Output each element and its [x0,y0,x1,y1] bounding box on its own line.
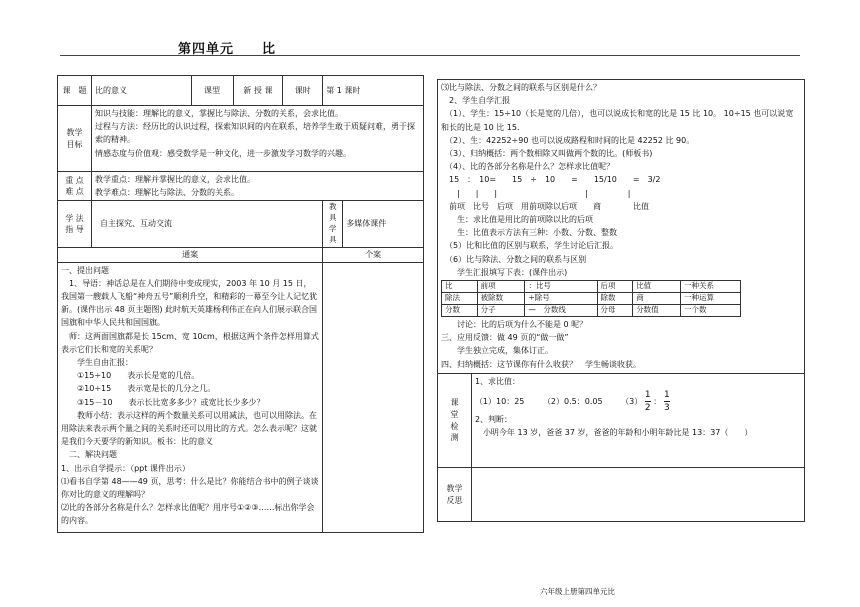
table-cell: 一种关系 [680,281,740,293]
body-line: 四、归纳概括：这节课你有什么收获？ 学生畅谈收获。 [441,359,641,369]
body-line: 1、导语：神话总是在人们期待中变成现实，2003 年 10 月 15 日，我国第一艘载人飞船“神舟五号”顺利升空，和精彩的一幕至今让人记忆犹新。(课件出示 48 页主题图) 此时航天英雄杨利伟正在向人们展示联合国国旗和中华人民共和国国旗。 [61,278,318,328]
body-line: ①15÷10 表示长是宽的几倍。 [61,371,200,381]
table-cell: 前项 [477,281,525,293]
table-cell: 被除数 [477,293,525,305]
common-plan-body [58,262,323,532]
body-line: 学生汇报填写下表：(课件出示) [441,267,568,277]
check-content [471,374,804,468]
table-cell: 除法 [442,293,478,305]
check-question-2-text: 小明今年 13 岁，爸爸 37 岁，爸爸的年龄和小明年龄比是 13：37（ ） [482,428,753,438]
body-line: ⑶比与除法、分数之间的联系与区别是什么？ [441,83,601,92]
table-cell: — 分数线 [525,305,597,317]
goals-content [91,106,423,172]
body-line: （1）、学生：15÷10（长是宽的几倍），也可以说成长和宽的比是 15 比 10。 10÷15 也可以说宽和长的比是 10 比 15. [441,109,794,132]
fraction-one-third: $\frac{1}{3}$ [663,390,670,414]
ratio-colon: ： [653,397,662,407]
header-rule [60,55,800,56]
page-footer: 六年级上册第四单元比 [540,587,615,596]
body-line: 三、应用反馈：做 49 页的“做一做” [441,333,569,343]
body-line: 二、解决问题 [61,450,117,460]
table-cell: ：比号 [525,281,597,293]
table-cell: 分子 [477,305,525,317]
method-label: 学 法 指 导 [58,201,92,248]
check-items [475,390,801,413]
media-label: 教具 学具 [323,201,343,248]
lesson-plan-table-left [57,75,424,533]
body-line: 师：这两面国旗都是长 15cm、宽 10cm，根据这两个条件怎样用算式表示它们长和宽的关系呢？ [61,331,319,354]
comparison-row-fraction [442,305,741,317]
table-cell: 一种运算 [680,293,740,305]
check-item: （2）0.5：0.05 [542,397,603,407]
personal-plan-body [323,262,424,532]
period-label: 课时 [283,76,323,106]
key-point: 教学重点：理解并掌握比的意义，会求比值。 [94,175,255,184]
period-value: 第 1 课时 [323,76,424,106]
goal-process: 过程与方法：经历比的认识过程，探索知识间的内在联系，培养学生敢于质疑问难，勇于探索的精神。 [94,122,415,145]
table-cell: 后项 [597,281,633,293]
reflect-content [471,468,804,522]
body-line: （4）、比的各部分名称是什么？怎样求比值呢？ [441,162,615,172]
check-question-1: 1、求比值： [474,377,521,386]
media-value: 多媒体课件 [343,201,424,248]
body-line: （5）比和比值的区别与联系，学生讨论后汇报。 [441,241,619,251]
check-label: 课 堂 检 测 [438,374,472,468]
body-line: 一、提出问题 [61,265,109,275]
check-item: （1）10：25 [474,397,525,407]
check-question-2: 2、判断： [474,415,513,425]
comparison-row-ratio [442,281,741,293]
goal-knowledge: 知识与技能：理解比的意义，掌握比与除法、分数的关系，会求比值。 [94,109,343,118]
reflect-label: 教学 反思 [438,468,472,522]
table-cell: 比 [442,281,478,293]
process-continued [438,80,805,374]
body-line: 1、出示自学提示：（ppt 课件出示） [61,463,190,473]
body-line: 生：比值表示方法有三种：小数、分数、整数 [441,228,617,238]
table-cell: 商 [633,293,681,305]
body-line: ⑵比的各部分名称是什么？怎样求比值呢？用序号①②③……标出你学会的内容。 [61,503,315,526]
unit-title: 第四单元 比 [178,42,277,57]
comparison-row-division [442,293,741,305]
body-line: 学生自由汇报： [61,357,133,367]
table-cell: 分母 [597,305,633,317]
table-cell: 分数值 [633,305,681,317]
topic-label: 课 题 [58,76,92,106]
check-item: （3） [621,397,643,407]
body-line: 讨论：比的后项为什么不能是 0 呢？ [441,320,588,330]
body-line: 2、学生自学汇报 [441,96,511,106]
keypoints-label: 重 点 难 点 [58,172,92,201]
table-cell: 比值 [633,281,681,293]
table-cell: ÷除号 [525,293,597,305]
body-line: 学生独立完成，集体订正。 [441,346,553,356]
table-cell: 一个数 [680,305,740,317]
body-line: 教师小结：表示这样的两个数量关系可以用减法，也可以用除法。在用除法来表示两个量之间的关系时还可以用比的方式。怎么表示呢？这就是我们今天要学的新知识。板书：比的意义 [61,410,317,447]
ratio-equation: 15 ： 10= 15 ÷ 10 = 15/10 = 3/2 [441,175,661,185]
body-line: ③15－10 表示长比宽多多少？或宽比长少多少？ [61,397,265,407]
body-line: ⑴看书自学第 48——49 页，思考：什么是比？你能结合书中的例子谈谈你对比的意义的理解吗？ [61,476,319,499]
lesson-plan-table-right [437,79,805,522]
goals-label: 教学 目标 [58,106,92,172]
body-line: （6）比与除法、分数之间的联系与区别 [441,254,587,264]
body-line: （2）、生：42252÷90 也可以说成路程和时间的比是 42252 比 90。 [441,135,695,145]
keypoints-content [91,172,423,201]
body-line: （3）、归纳概括：两个数相除又叫做两个数的比。(师板书) [441,149,653,159]
difficult-point: 教学难点：理解比与除法、分数的关系。 [94,188,239,198]
comparison-table [441,280,741,317]
ratio-part-names: 前项 比号 后项 用前项除以后项 商 比值 [441,201,649,211]
body-line: ②10÷15 表示宽是长的几分之几。 [61,384,216,394]
personal-plan-header: 个案 [323,247,424,262]
goal-attitude: 情感态度与价值观：感受数学是一种文化，进一步激发学习数学的兴趣。 [94,148,351,158]
fraction-one-half: $\frac{1}{2}$ [644,390,651,414]
type-value: 新 授 课 [233,76,283,106]
ratio-pointers: | | | | | [441,188,631,198]
type-label: 课型 [191,76,233,106]
body-line: 生：求比值是用比的前项除以比的后项 [441,215,593,225]
method-value: 自主探究、互动交流 [91,201,322,248]
table-cell: 除数 [597,293,633,305]
topic-value: 比的意义 [91,76,191,106]
table-cell: 分数 [442,305,478,317]
common-plan-header: 通案 [58,247,323,262]
